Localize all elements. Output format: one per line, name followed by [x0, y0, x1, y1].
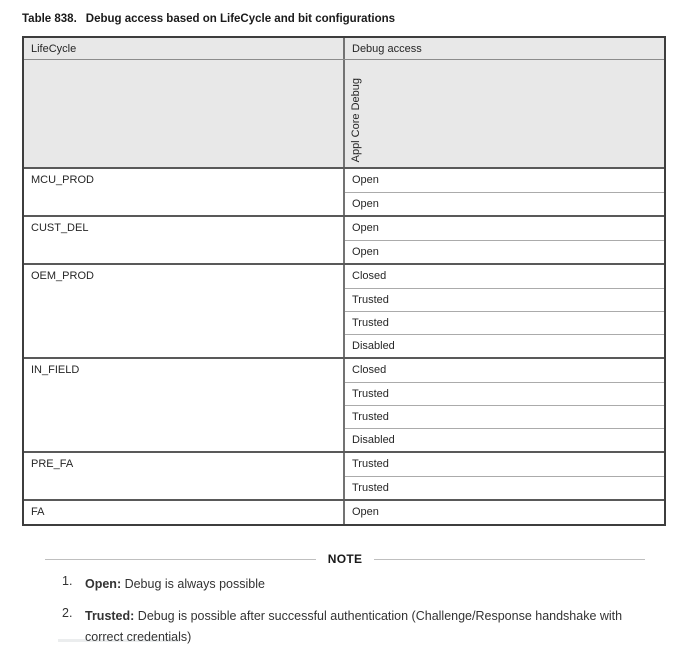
debug-access-table: [22, 36, 666, 526]
table-group-row: [24, 263, 664, 357]
note-item-number: 2.: [62, 606, 73, 620]
table-group-row: [24, 499, 664, 524]
lifecycle-cell: OEM_PROD: [24, 265, 345, 357]
table-subheader-row: [24, 60, 664, 169]
debug-access-cell: Open: [352, 174, 379, 186]
note-header: [45, 552, 645, 566]
debug-access-cell: Trusted: [345, 382, 664, 405]
debug-access-cell: Trusted: [345, 311, 664, 334]
table-header-row: [24, 38, 664, 60]
debug-access-cell: Disabled: [345, 428, 664, 451]
debug-access-cell: Trusted: [345, 288, 664, 311]
note-item-number: 1.: [62, 574, 73, 588]
debug-access-cell: Open: [345, 192, 664, 215]
cutoff-footer-artifact: [58, 639, 180, 642]
debug-access-cell: Open: [352, 222, 379, 234]
lifecycle-cell: IN_FIELD: [24, 359, 345, 451]
subheader-empty-cell: [24, 60, 345, 167]
debug-access-cell: Disabled: [345, 334, 664, 357]
debug-access-cell: Open: [345, 240, 664, 263]
note-item-rest: Debug is possible after successful authentication (Challenge/Response handshake with correct credentials): [85, 609, 623, 644]
debug-access-cell: Trusted: [345, 405, 664, 428]
lifecycle-cell: CUST_DEL: [24, 217, 345, 263]
table-group-row: [24, 357, 664, 451]
note-item-term: Open:: [85, 577, 122, 591]
table-caption: [22, 13, 395, 25]
note-item-term: Trusted:: [85, 609, 135, 623]
note-divider-right: [374, 559, 645, 560]
note-item: [62, 574, 632, 595]
lifecycle-cell: MCU_PROD: [24, 169, 345, 215]
note-divider-left: [45, 559, 316, 560]
debug-access-values: [345, 453, 664, 499]
column-header-debug-access: Debug access: [352, 43, 422, 55]
debug-access-cell: Closed: [352, 364, 387, 376]
debug-access-values: [345, 501, 664, 524]
debug-access-values: [345, 359, 664, 451]
rotated-column-label: Appl Core Debug: [350, 77, 362, 162]
debug-access-cell: Trusted: [345, 476, 664, 499]
debug-access-cell: Open: [352, 506, 379, 518]
note-label: NOTE: [327, 552, 363, 566]
debug-access-cell: Closed: [352, 270, 387, 282]
note-item-rest: Debug is always possible: [121, 577, 265, 591]
table-body: [24, 169, 664, 524]
note-list: [62, 574, 632, 659]
note-item-text: [85, 574, 630, 595]
debug-access-cell: Trusted: [352, 458, 389, 470]
table-caption-text: Debug access based on LifeCycle and bit configurations: [85, 13, 396, 25]
debug-access-values: [345, 169, 664, 215]
column-header-lifecycle: LifeCycle: [24, 38, 345, 59]
subheader-rotated-cell: [345, 60, 664, 167]
table-group-row: [24, 169, 664, 215]
table-group-row: [24, 215, 664, 263]
debug-access-values: [345, 217, 664, 263]
lifecycle-cell: FA: [24, 501, 345, 524]
table-group-row: [24, 451, 664, 499]
table-number: Table 838.: [22, 13, 77, 25]
debug-access-values: [345, 265, 664, 357]
lifecycle-cell: PRE_FA: [24, 453, 345, 499]
